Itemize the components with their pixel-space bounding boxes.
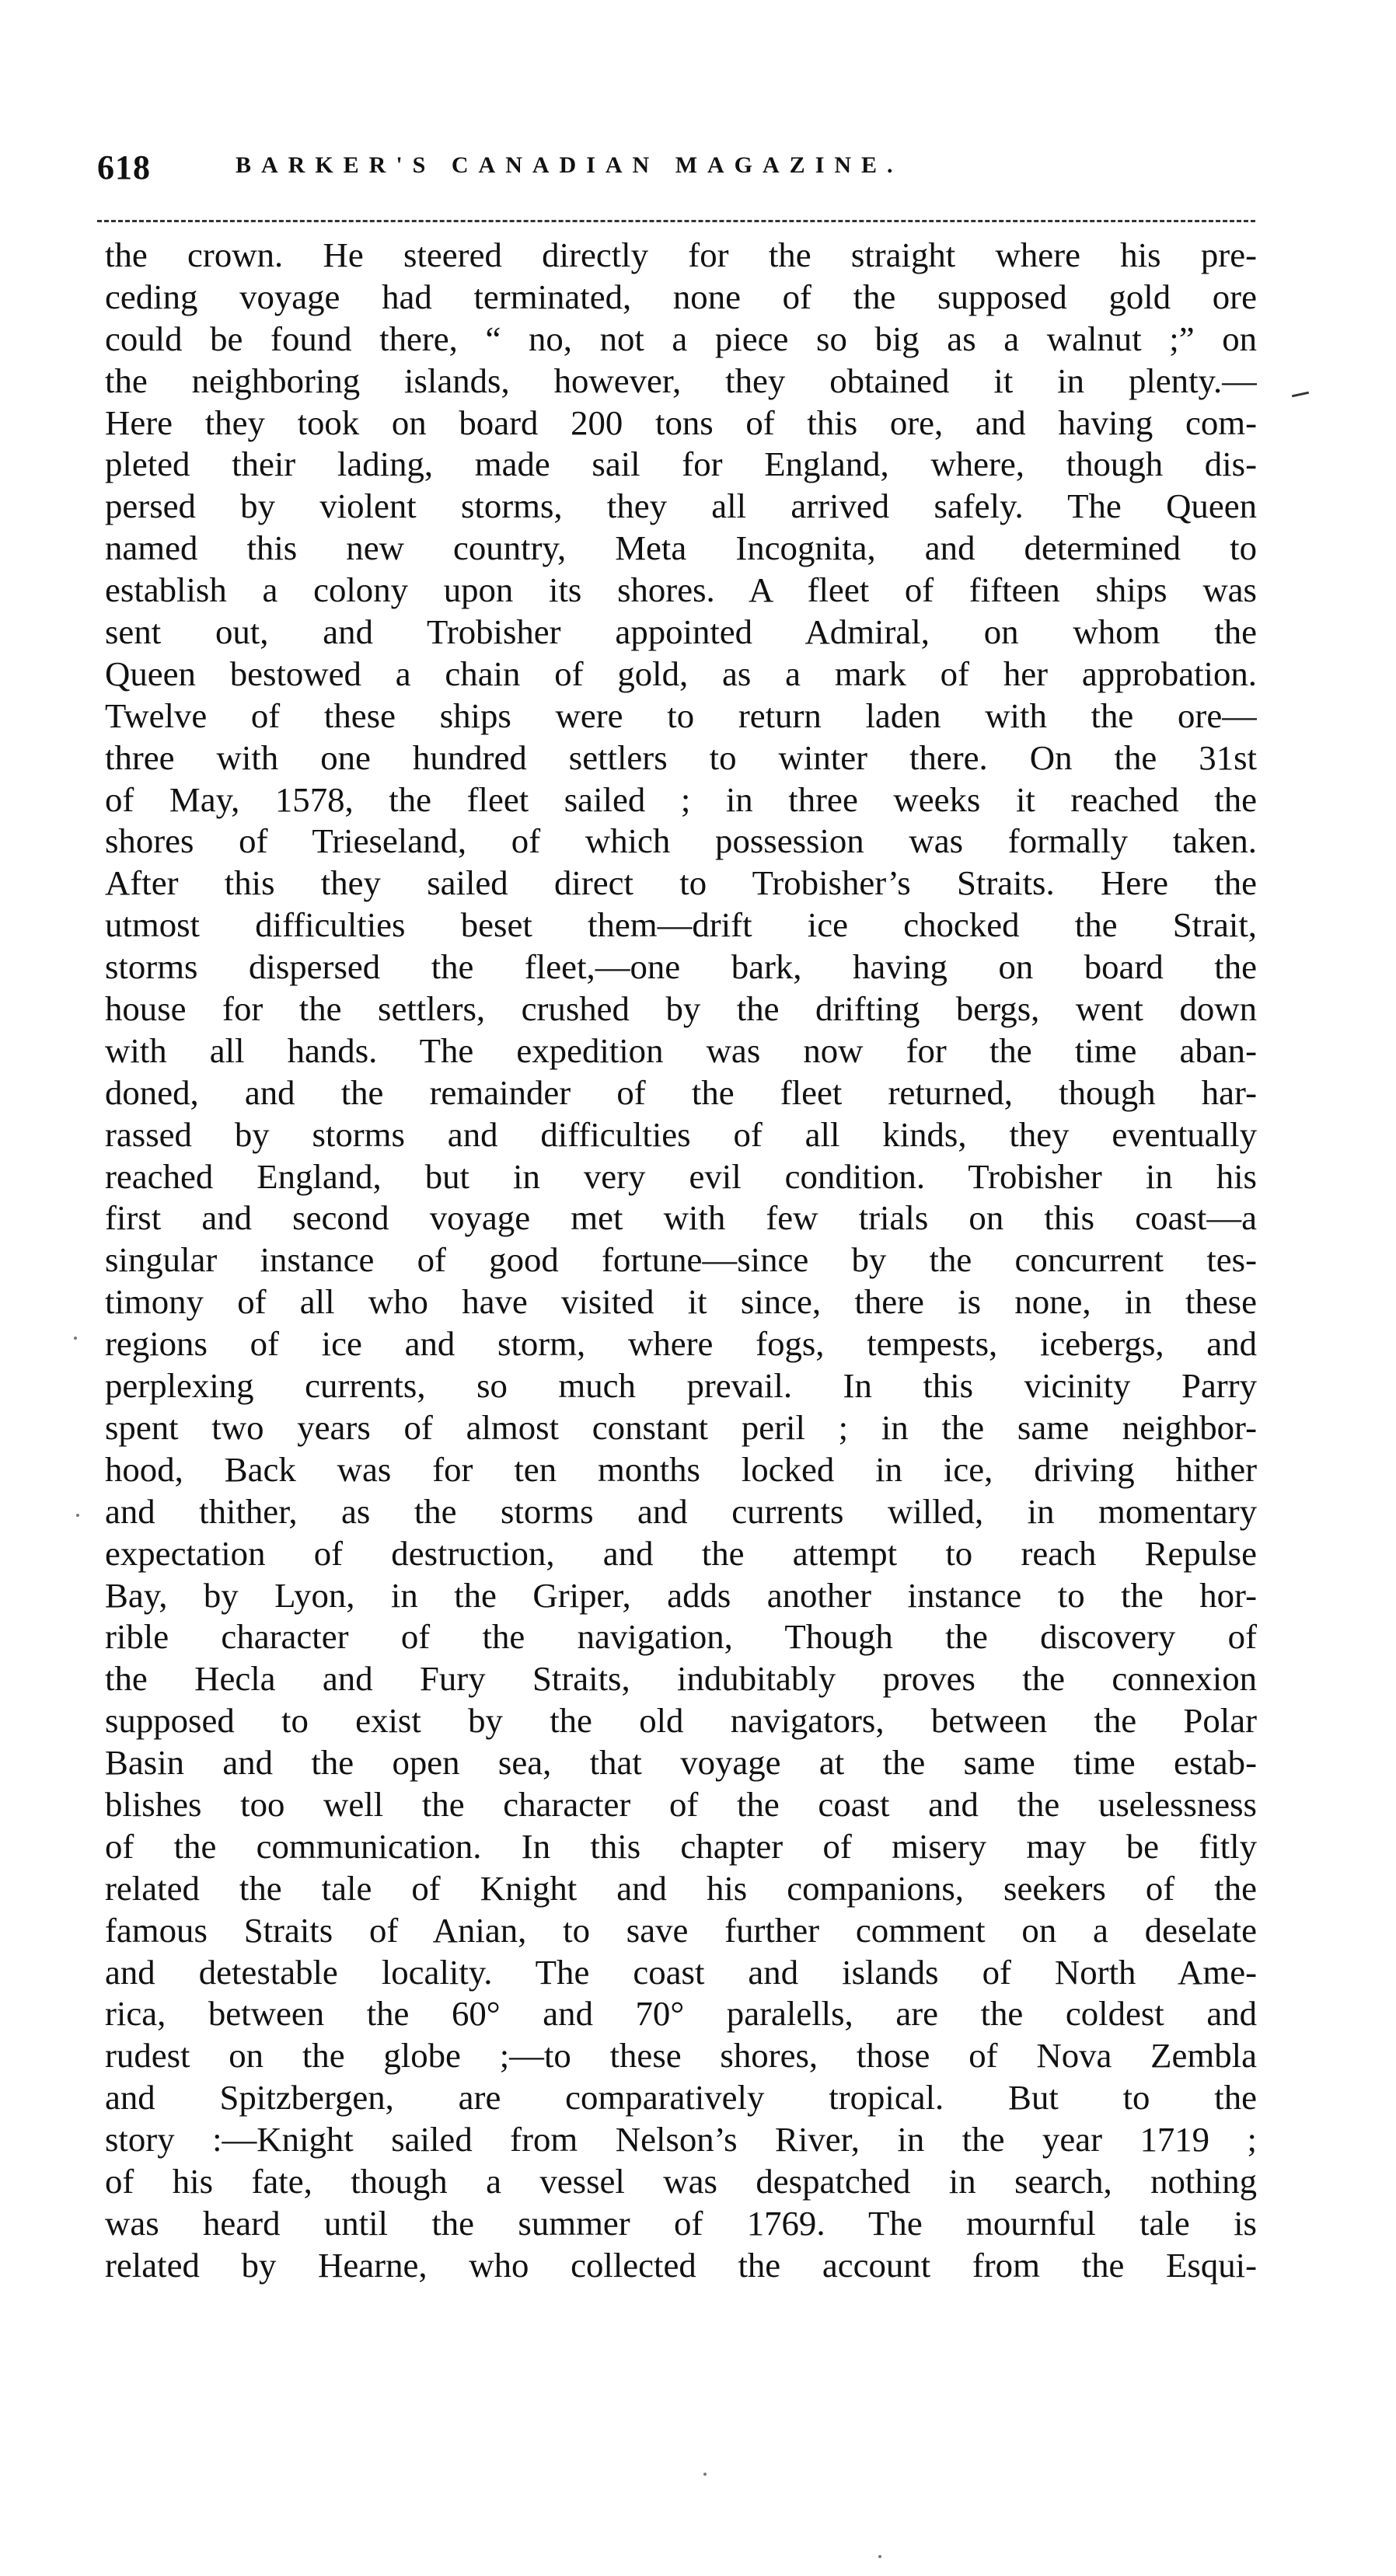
text-line: famous Straits of Anian, to save further comment on a deselate — [105, 1910, 1257, 1950]
text-line: Here they took on board 200 tons of this ore, and having com- — [105, 403, 1257, 442]
text-line: pleted their lading, made sail for England, where, though dis- — [105, 444, 1257, 484]
running-title: BARKER'S CANADIAN MAGAZINE. — [236, 152, 903, 178]
header-rule — [97, 220, 1255, 222]
text-line: Twelve of these ships were to return laden with the ore— — [105, 695, 1257, 735]
margin-mark — [1292, 392, 1309, 398]
text-line: utmost difficulties beset them—drift ice chocked the Strait, — [105, 905, 1257, 945]
text-line: spent two years of almost constant peril ; in the same neighbor- — [105, 1407, 1257, 1447]
text-line: and Spitzbergen, are comparatively tropical. But to the — [105, 2078, 1257, 2118]
text-line: Bay, by Lyon, in the Griper, adds another instance to the hor- — [105, 1575, 1257, 1615]
text-line: rassed by storms and difficulties of all kinds, they eventually — [105, 1114, 1257, 1154]
text-line: establish a colony upon its shores. A fleet of fifteen ships was — [105, 570, 1257, 610]
text-line: supposed to exist by the old navigators, between the Polar — [105, 1701, 1257, 1741]
text-line: house for the settlers, crushed by the drifting bergs, went down — [105, 989, 1257, 1029]
text-line: with all hands. The expedition was now for the time aban- — [105, 1030, 1257, 1070]
page-header — [97, 148, 1255, 194]
text-line: reached England, but in very evil condition. Trobisher in his — [105, 1156, 1257, 1196]
text-line: perplexing currents, so much prevail. In this vicinity Parry — [105, 1366, 1257, 1406]
text-line: hood, Back was for ten months locked in ice, driving hither — [105, 1449, 1257, 1489]
text-line: could be found there, “ no, not a piece so big as a walnut ;” on — [105, 319, 1257, 358]
text-line: doned, and the remainder of the fleet returned, though har- — [105, 1072, 1257, 1112]
text-line: named this new country, Meta Incognita, and determined to — [105, 528, 1257, 568]
text-line: regions of ice and storm, where fogs, tempests, icebergs, and — [105, 1324, 1257, 1364]
page-number: 618 — [97, 148, 151, 186]
text-line: was heard until the summer of 1769. The mournful tale is — [105, 2203, 1257, 2243]
text-line: After this they sailed direct to Trobisher’s Straits. Here the — [105, 863, 1257, 903]
text-line: Basin and the open sea, that voyage at the same time estab- — [105, 1743, 1257, 1783]
text-line: rible character of the navigation, Though the discovery of — [105, 1617, 1257, 1657]
text-line: related the tale of Knight and his companions, seekers of the — [105, 1868, 1257, 1908]
text-line: sent out, and Trobisher appointed Admiral, on whom the — [105, 612, 1257, 652]
text-line: three with one hundred settlers to winter there. On the 31st — [105, 737, 1257, 777]
text-line: the crown. He steered directly for the straight where his pre- — [105, 235, 1257, 274]
text-line: of the communication. In this chapter of misery may be fitly — [105, 1826, 1257, 1866]
text-line: storms dispersed the fleet,—one bark, having on board the — [105, 947, 1257, 987]
text-line: and thither, as the storms and currents willed, in momentary — [105, 1491, 1257, 1531]
paper-speck — [74, 1337, 77, 1340]
text-line: timony of all who have visited it since, there is none, in these — [105, 1282, 1257, 1322]
text-line: singular instance of good fortune—since by the concurrent tes- — [105, 1240, 1257, 1280]
body-text — [105, 235, 1257, 2287]
text-line: the Hecla and Fury Straits, indubitably proves the connexion — [105, 1659, 1257, 1699]
text-line: expectation of destruction, and the attempt to reach Repulse — [105, 1533, 1257, 1573]
text-line: and detestable locality. The coast and islands of North Ame- — [105, 1952, 1257, 1992]
text-line: related by Hearne, who collected the account from the Esqui- — [105, 2245, 1257, 2285]
text-line: first and second voyage met with few trials on this coast—a — [105, 1198, 1257, 1238]
text-line: ceding voyage had terminated, none of the supposed gold ore — [105, 277, 1257, 316]
text-line: story :—Knight sailed from Nelson’s River, in the year 1719 ; — [105, 2120, 1257, 2159]
paper-speck — [878, 2555, 881, 2558]
text-line: blishes too well the character of the coast and the uselessness — [105, 1784, 1257, 1824]
text-line: the neighboring islands, however, they obtained it in plenty.— — [105, 361, 1257, 400]
text-line: Queen bestowed a chain of gold, as a mark of her approbation. — [105, 654, 1257, 693]
text-line: persed by violent storms, they all arrived safely. The Queen — [105, 486, 1257, 526]
text-line: rica, between the 60° and 70° paralells, are the coldest and — [105, 1994, 1257, 2034]
text-line: of his fate, though a vessel was despatched in search, nothing — [105, 2161, 1257, 2201]
text-line: rudest on the globe ;—to these shores, those of Nova Zembla — [105, 2036, 1257, 2076]
text-line: of May, 1578, the fleet sailed ; in three weeks it reached the — [105, 779, 1257, 819]
text-line: shores of Trieseland, of which possession was formally taken. — [105, 821, 1257, 861]
paper-speck — [76, 1514, 79, 1517]
paper-speck — [703, 2473, 707, 2476]
